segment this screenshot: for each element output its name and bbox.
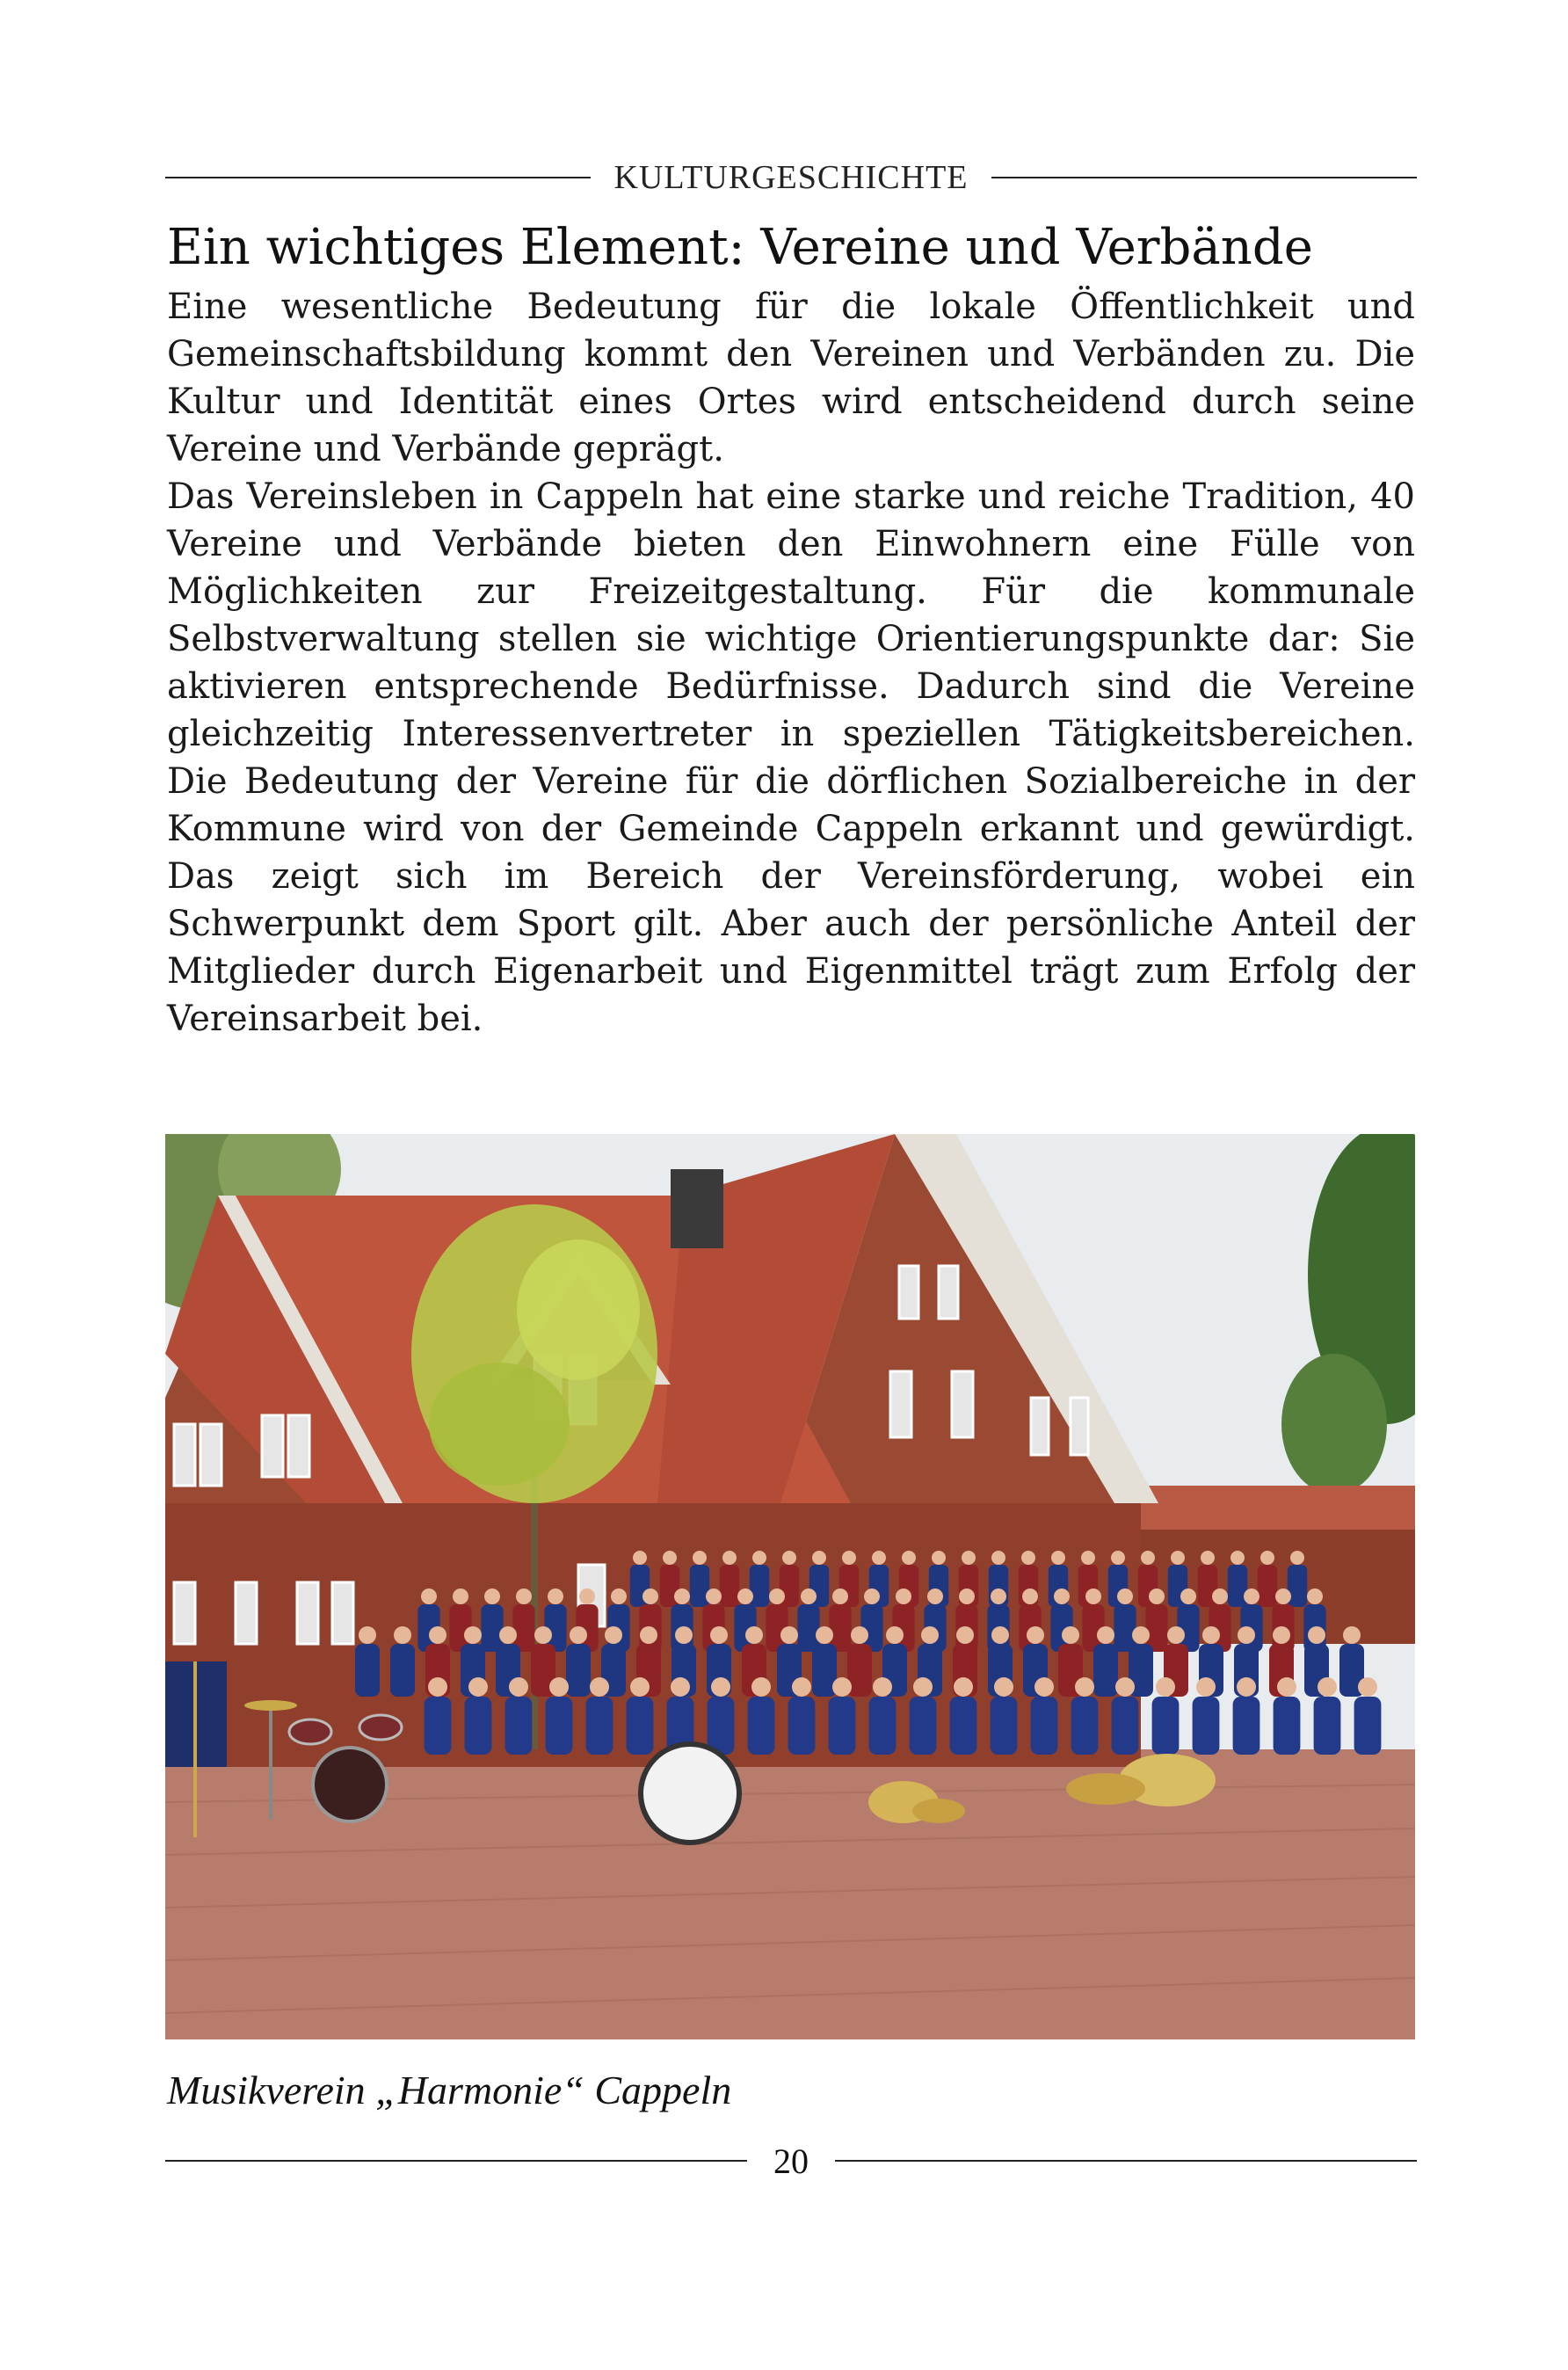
- band-member-head: [663, 1551, 677, 1565]
- band-member: [1314, 1697, 1341, 1755]
- band-member: [546, 1697, 573, 1755]
- band-member-head: [801, 1588, 817, 1604]
- band-member-head: [872, 1551, 886, 1565]
- band-member: [566, 1644, 591, 1697]
- band-member: [991, 1697, 1018, 1755]
- band-member-head: [711, 1677, 730, 1697]
- band-member: [869, 1697, 897, 1755]
- band-member-head: [722, 1551, 737, 1565]
- band-member: [910, 1697, 937, 1755]
- band-member-head: [1141, 1551, 1155, 1565]
- band-member-head: [468, 1677, 488, 1697]
- band-member-head: [991, 1626, 1009, 1644]
- band-member: [690, 1565, 709, 1607]
- band-member-head: [570, 1626, 587, 1644]
- band-member: [720, 1565, 739, 1607]
- paragraph: Das Vereinsleben in Cappeln hat eine starke und reiche Tradition, 40 Vereine und Verbände bieten den Einwohnern eine Fülle von Möglichkeiten zur Freizeitgestaltung. Für die kommunale Selbstverwaltung stellen sie wichtige Orientierungspunkte dar: Sie aktivieren entsprechende Bedürfnisse. Dadurch sind die Vereine gleichzeitig Interessenvertreter in speziellen Tätigkeitsbereichen. Die Bedeutung der Vereine für die dörflichen Sozialbereiche in der Kommune wird von der Gemeinde Cappeln erkannt und gewürdigt. Das zeigt sich im Bereich der Vereinsförderung, wobei ein Schwerpunkt dem Sport gilt. Aber auch der persönliche Anteil der Mitglieder durch Eigenarbeit und Eigenmittel trägt zum Erfolg der Vereinsarbeit bei.: [167, 476, 1415, 1039]
- band-member-head: [959, 1588, 975, 1604]
- running-head: [165, 155, 1417, 200]
- band-member: [1228, 1565, 1247, 1607]
- band-member-head: [464, 1626, 482, 1644]
- band-member-head: [1201, 1551, 1215, 1565]
- band-member-head: [921, 1626, 939, 1644]
- band-member-head: [509, 1677, 528, 1697]
- band-member-head: [1237, 1677, 1256, 1697]
- paragraph: Eine wesentliche Bedeutung für die lokale Öffentlichkeit und Gemeinschaftsbildung kommt den Vereinen und Verbänden zu. Die Kultur und Identität eines Ortes wird entscheidend durch seine Vereine und Verbände geprägt.: [167, 287, 1415, 469]
- band-member-head: [1273, 1626, 1290, 1644]
- band-member-head: [769, 1588, 785, 1604]
- band-member: [1093, 1644, 1118, 1697]
- band-member-head: [706, 1588, 722, 1604]
- band-member-head: [1156, 1677, 1175, 1697]
- band-member: [750, 1565, 769, 1607]
- band-member: [708, 1697, 735, 1755]
- band-member-head: [710, 1626, 728, 1644]
- band-member-head: [816, 1626, 833, 1644]
- footer-rule-right: [835, 2160, 1417, 2162]
- band-member-head: [549, 1677, 569, 1697]
- photo-caption: Musikverein „Harmonie“ Cappeln: [167, 2068, 732, 2112]
- band-member: [425, 1697, 452, 1755]
- band-member-head: [1054, 1588, 1070, 1604]
- band-member-head: [752, 1551, 766, 1565]
- band-member-head: [534, 1626, 552, 1644]
- band-member: [950, 1697, 977, 1755]
- band-member: [1152, 1697, 1180, 1755]
- band-member-head: [394, 1626, 411, 1644]
- band-member-head: [1111, 1551, 1125, 1565]
- band-member-head: [674, 1588, 690, 1604]
- band-member-head: [611, 1588, 627, 1604]
- band-member-head: [932, 1551, 946, 1565]
- band-member-head: [1230, 1551, 1245, 1565]
- band-member: [1031, 1697, 1058, 1755]
- band-member-head: [842, 1551, 856, 1565]
- band-member-head: [851, 1626, 868, 1644]
- band-member-head: [1027, 1626, 1044, 1644]
- band-member-head: [640, 1626, 657, 1644]
- band-member-head: [1132, 1626, 1150, 1644]
- band-member-head: [633, 1551, 647, 1565]
- band-member-head: [548, 1588, 563, 1604]
- band-member-head: [1149, 1588, 1165, 1604]
- band-member: [1258, 1565, 1277, 1607]
- band-member: [355, 1644, 380, 1697]
- band-member-head: [429, 1626, 446, 1644]
- band-member: [748, 1697, 775, 1755]
- page-footer: [165, 2134, 1417, 2187]
- band-member-head: [864, 1588, 880, 1604]
- band-member-head: [1343, 1626, 1361, 1644]
- band-member-head: [590, 1677, 609, 1697]
- band-member: [390, 1644, 415, 1697]
- band-member-head: [693, 1551, 707, 1565]
- band-member-head: [359, 1626, 376, 1644]
- band-member: [586, 1697, 613, 1755]
- band-member-head: [1171, 1551, 1185, 1565]
- band-member: [1354, 1697, 1382, 1755]
- band-member-head: [896, 1588, 911, 1604]
- band-member-head: [1196, 1677, 1216, 1697]
- band-member-head: [832, 1677, 852, 1697]
- band-member-head: [1062, 1626, 1079, 1644]
- band-member-head: [991, 1551, 1005, 1565]
- band-member-head: [962, 1551, 976, 1565]
- band-member-head: [630, 1677, 650, 1697]
- band-member-head: [1290, 1551, 1304, 1565]
- section-headline: Ein wichtiges Element: Vereine und Verbände: [167, 219, 1313, 276]
- band-member-head: [737, 1588, 753, 1604]
- band-member-head: [994, 1677, 1013, 1697]
- running-head-label: KULTURGESCHICHTE: [613, 159, 969, 196]
- band-member-head: [1085, 1588, 1101, 1604]
- band-member-head: [832, 1588, 848, 1604]
- page-number: 20: [773, 2141, 809, 2181]
- band-member-head: [954, 1677, 973, 1697]
- band-member: [627, 1697, 654, 1755]
- group-photo: [165, 1134, 1415, 2039]
- band-member-head: [516, 1588, 532, 1604]
- band-member-head: [642, 1588, 658, 1604]
- band-member-head: [671, 1677, 690, 1697]
- band-member-head: [782, 1551, 796, 1565]
- band-member: [1112, 1697, 1139, 1755]
- band-member-head: [812, 1551, 826, 1565]
- band-member-head: [1022, 1588, 1038, 1604]
- band-member-head: [1307, 1588, 1323, 1604]
- band-member-head: [745, 1626, 763, 1644]
- band-member-head: [886, 1626, 904, 1644]
- band-member-head: [1097, 1626, 1114, 1644]
- band-member-head: [1358, 1677, 1377, 1697]
- band-member-head: [1238, 1626, 1255, 1644]
- band-member-head: [1167, 1626, 1185, 1644]
- band-member-head: [751, 1677, 771, 1697]
- bass-drum: [641, 1744, 739, 1843]
- band-member-head: [902, 1551, 916, 1565]
- band-member-head: [421, 1588, 437, 1604]
- band-member-head: [1180, 1588, 1196, 1604]
- band-member-head: [1021, 1551, 1035, 1565]
- band-member-head: [1277, 1677, 1296, 1697]
- band-member: [1288, 1565, 1307, 1607]
- band-member-head: [499, 1626, 517, 1644]
- band-member-head: [453, 1588, 468, 1604]
- band-member: [1071, 1697, 1099, 1755]
- band-member-head: [1075, 1677, 1094, 1697]
- band-member-head: [1212, 1588, 1228, 1604]
- band-member: [465, 1697, 492, 1755]
- band-member-head: [579, 1588, 595, 1604]
- band-member: [1274, 1697, 1301, 1755]
- band-member-head: [780, 1626, 798, 1644]
- band-member-head: [1244, 1588, 1259, 1604]
- band-member-head: [1308, 1626, 1325, 1644]
- band-member-head: [1115, 1677, 1135, 1697]
- body-text: [167, 283, 1415, 1043]
- band-member-head: [927, 1588, 943, 1604]
- band-member-head: [956, 1626, 974, 1644]
- band-member-head: [1051, 1551, 1065, 1565]
- footer-rule-left: [165, 2160, 747, 2162]
- band-member: [505, 1697, 533, 1755]
- running-head-rule-left: [165, 177, 591, 178]
- band-member-head: [605, 1626, 622, 1644]
- band-member-head: [1275, 1588, 1291, 1604]
- band-member: [788, 1697, 816, 1755]
- band-member: [1233, 1697, 1260, 1755]
- band-member: [829, 1697, 856, 1755]
- band-member-head: [1318, 1677, 1337, 1697]
- band-member-head: [873, 1677, 892, 1697]
- band-member-head: [428, 1677, 447, 1697]
- band-member-head: [1260, 1551, 1274, 1565]
- band-member-head: [991, 1588, 1006, 1604]
- band-member-head: [792, 1677, 811, 1697]
- band-member-head: [1081, 1551, 1095, 1565]
- band-member-head: [913, 1677, 933, 1697]
- band-member: [1193, 1697, 1220, 1755]
- running-head-rule-right: [991, 177, 1417, 178]
- band-member-head: [484, 1588, 500, 1604]
- band-member-head: [1117, 1588, 1133, 1604]
- band-member-head: [1034, 1677, 1054, 1697]
- band-member-head: [675, 1626, 693, 1644]
- band-member-head: [1202, 1626, 1220, 1644]
